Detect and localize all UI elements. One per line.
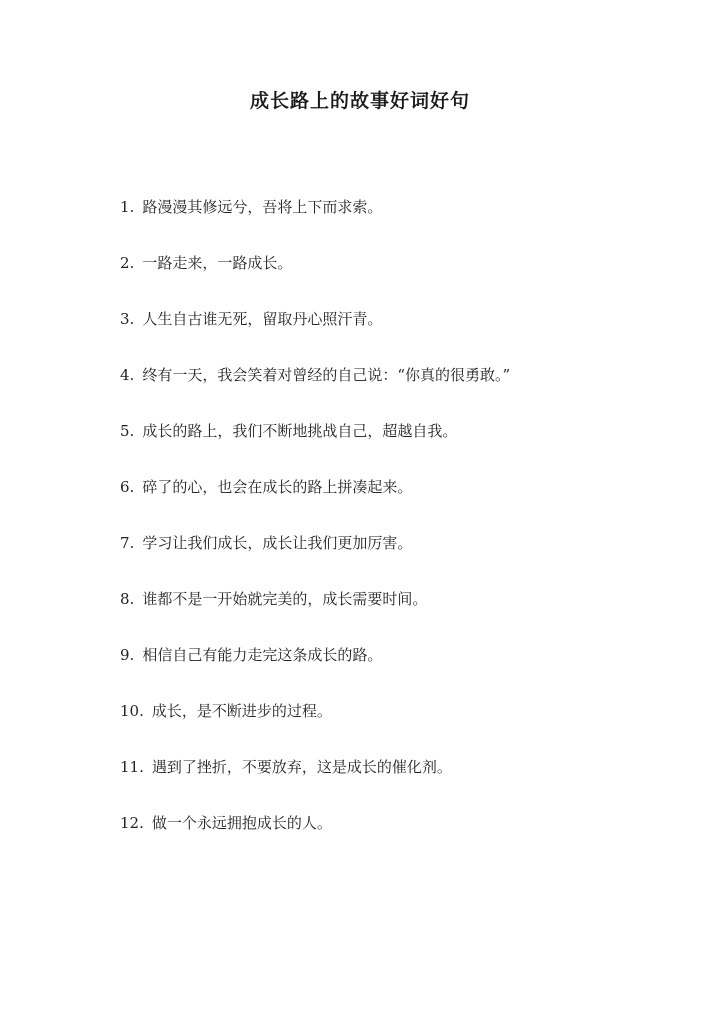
item-text: 路漫漫其修远兮，吾将上下而求索。 — [142, 198, 383, 216]
item-number: 9. — [120, 646, 135, 664]
item-text: 碎了的心，也会在成长的路上拼凑起来。 — [142, 478, 413, 496]
item-number: 2. — [120, 254, 135, 272]
item-text: 谁都不是一开始就完美的，成长需要时间。 — [142, 590, 428, 608]
list-item — [120, 476, 680, 532]
item-text: 遇到了挫折，不要放弃，这是成长的催化剂。 — [151, 758, 452, 776]
list-item — [120, 364, 680, 420]
item-number: 4. — [120, 366, 135, 384]
list-item — [120, 588, 680, 644]
item-number: 3. — [120, 310, 135, 328]
list-item — [120, 644, 680, 700]
list-item — [120, 196, 680, 252]
item-number: 12. — [120, 814, 144, 832]
item-number: 1. — [120, 198, 135, 216]
item-text: 成长的路上，我们不断地挑战自己，超越自我。 — [142, 422, 458, 440]
item-text: 成长，是不断进步的过程。 — [151, 702, 332, 720]
list-item — [120, 252, 680, 308]
item-number: 6. — [120, 478, 135, 496]
list-item — [120, 756, 680, 812]
list-item — [120, 812, 680, 868]
list-item — [120, 700, 680, 756]
page-title: 成长路上的故事好词好句 — [249, 90, 470, 112]
item-text: 终有一天，我会笑着对曾经的自己说：“你真的很勇敢。” — [142, 366, 511, 384]
item-number: 7. — [120, 534, 135, 552]
item-number: 10. — [120, 702, 144, 720]
sentence-list — [120, 196, 680, 868]
item-text: 人生自古谁无死，留取丹心照汗青。 — [142, 310, 383, 328]
item-text: 相信自己有能力走完这条成长的路。 — [142, 646, 383, 664]
list-item — [120, 308, 680, 364]
list-item — [120, 420, 680, 476]
item-number: 8. — [120, 590, 135, 608]
item-text: 做一个永远拥抱成长的人。 — [151, 814, 332, 832]
item-text: 学习让我们成长，成长让我们更加厉害。 — [142, 534, 413, 552]
item-number: 5. — [120, 422, 135, 440]
list-item — [120, 532, 680, 588]
item-number: 11. — [120, 758, 144, 776]
item-text: 一路走来，一路成长。 — [142, 254, 293, 272]
